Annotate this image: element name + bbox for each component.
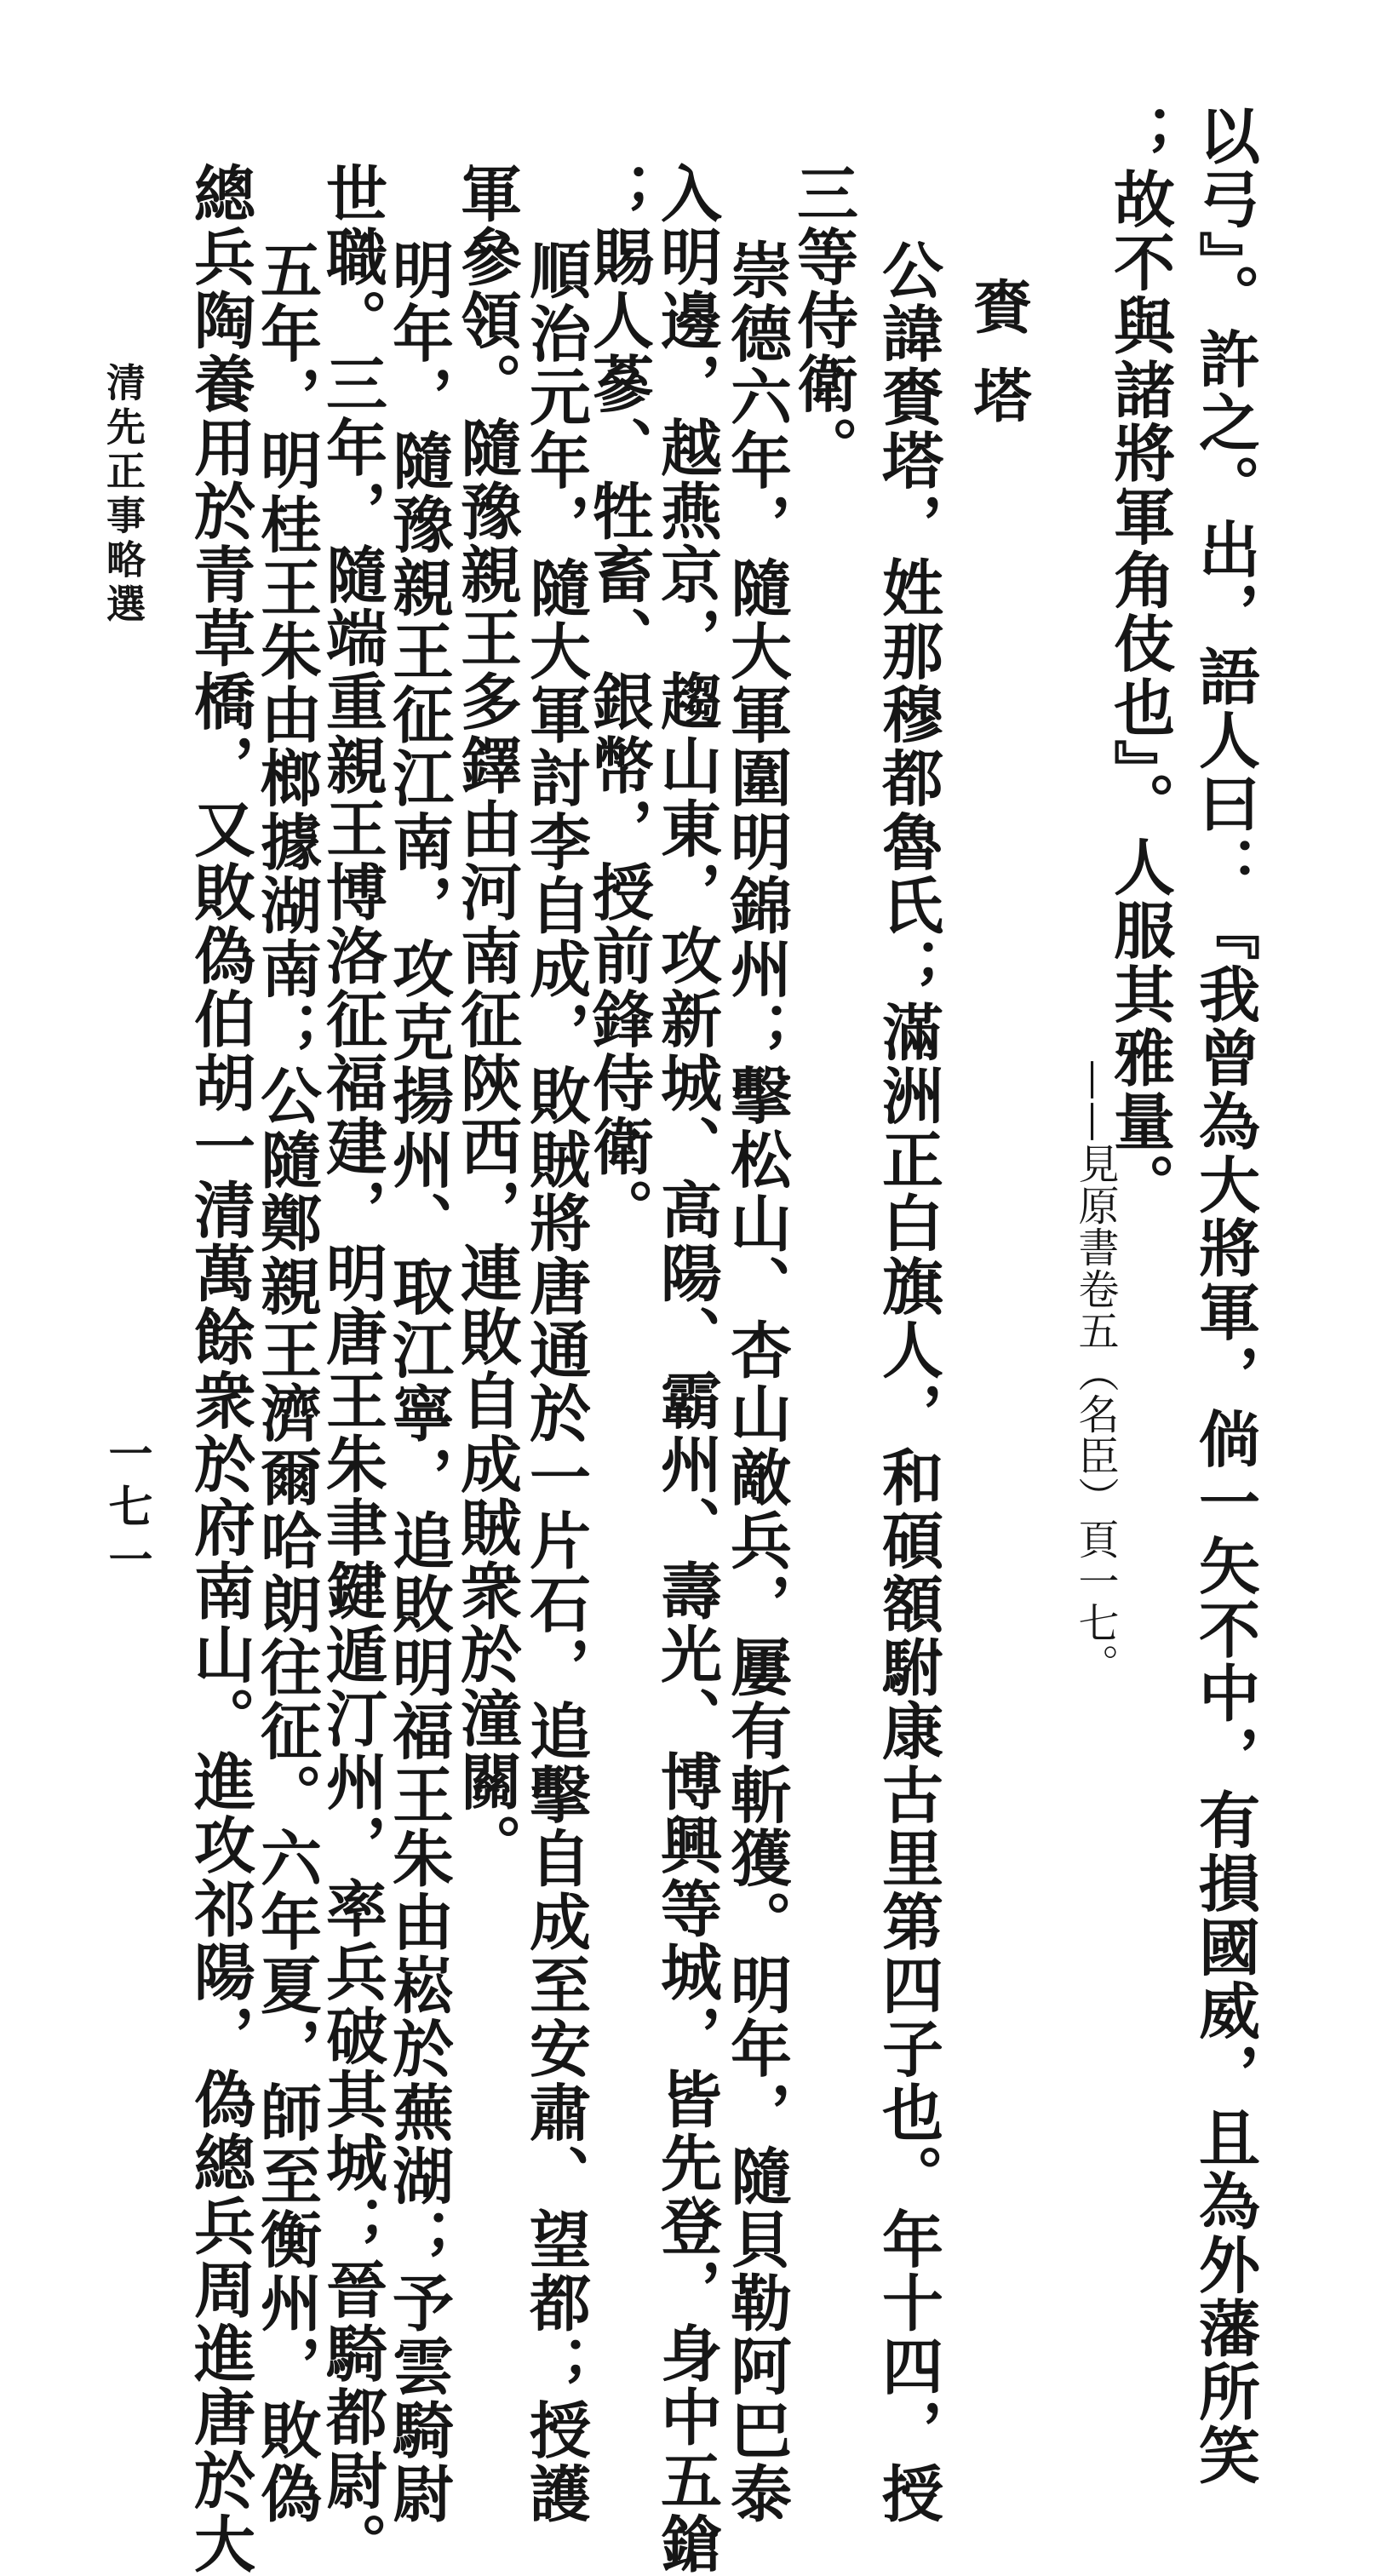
text-column-12: 五年，明桂王朱由榔據湖南；公隨鄭親王濟爾哈朗往征。六年夏，師至衡州，敗偽 — [250, 238, 323, 2526]
text-column-4: 三等侍衛。 — [787, 162, 859, 479]
text-column-8: 順治元年，隨大軍討李自成，敗賊將唐通於一片石，追擊自成至安肅、望都；授護 — [519, 238, 592, 2526]
text-column-13: 總兵陶養用於青草橋，又敗偽伯胡一清萬餘衆於府南山。進攻祁陽，偽總兵周進唐於大 — [184, 162, 256, 2576]
text-column-9: 軍參領。隨豫親王多鐸由河南征陝西，連敗自成賊衆於潼關。 — [450, 162, 523, 1878]
text-column-10: 明年，隨豫親王征江南，攻克揚州、取江寧，追敗明福王朱由崧於蕪湖；予雲騎尉 — [382, 238, 455, 2526]
text-column-6: 入明邊，越燕京，趨山東，攻新城、高陽、霸州、壽光、博興等城，皆先登，身中五鎗 — [651, 162, 723, 2576]
text-column-2: ；故不與諸將軍角伎也』。人服其雅量。 — [1104, 104, 1176, 1217]
page-number: 一七一 — [100, 1431, 152, 1589]
source-note: ——見原書卷五（名臣）頁一七。 — [1071, 1059, 1119, 1685]
text-column-7: ；賜人蔘、牲畜、銀幣，授前鋒侍衛。 — [582, 162, 655, 1242]
text-column-5: 崇德六年，隨大軍圍明錦州；擊松山、杏山敵兵，屢有斬獲。明年，隨貝勒阿巴泰 — [720, 238, 793, 2526]
text-column-1: 以弓』。許之。出，語人曰：『我曾為大將軍，倘一矢不中，有損國威，且為外藩所笑 — [1189, 104, 1261, 2487]
running-title: 清先正事略選 — [100, 362, 146, 628]
text-column-11: 世職。三年，隨端重親王博洛征福建，明唐王朱聿鍵遁汀州，率兵破其城；晉騎都尉。 — [316, 162, 388, 2576]
section-heading: 賚塔 — [964, 277, 1032, 454]
text-column-3: 公諱賚塔，姓那穆都魯氏；滿洲正白旗人，和碩額駙康古里第四子也。年十四，授 — [872, 238, 944, 2526]
